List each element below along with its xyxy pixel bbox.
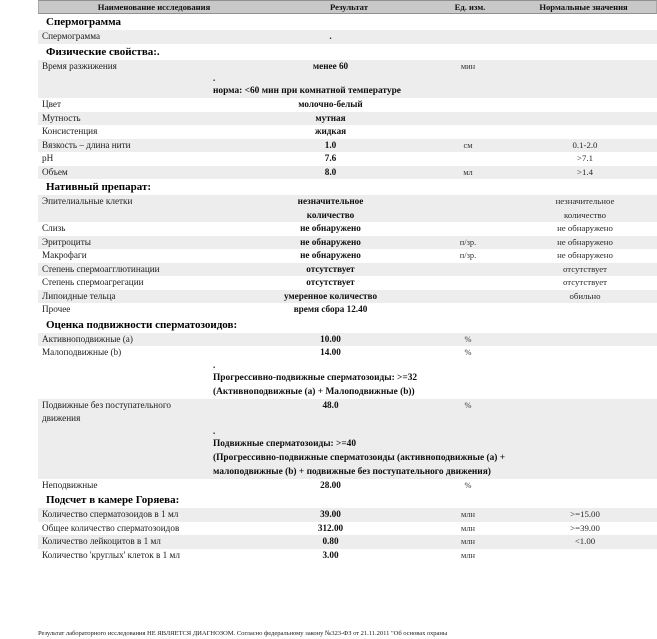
row-norm: >1.4 <box>577 166 593 177</box>
table-row-lipid-bodies <box>38 290 657 304</box>
row-norm: не обнаружено <box>557 250 613 260</box>
row-label: Количество 'круглых' клеток в 1 мл <box>42 549 180 560</box>
row-unit: % <box>464 480 472 490</box>
row-label: Спермограмма <box>42 31 101 41</box>
row-label: Количество лейкоцитов в 1 мл <box>42 536 161 546</box>
note-line1: Прогрессивно-подвижные сперматозоиды: >=32 <box>213 372 418 383</box>
row-unit: % <box>464 400 472 410</box>
row-label: Липоидные тельца <box>42 290 116 301</box>
note-line1: Подвижные сперматозоиды: >=40 <box>213 438 357 449</box>
row-result: 3.00 <box>322 549 339 560</box>
note-dot: . <box>213 73 216 83</box>
row-result: не обнаружено <box>300 236 361 247</box>
row-result: . <box>329 31 332 41</box>
row-result: 10.00 <box>320 333 341 344</box>
table-row-color <box>38 98 657 112</box>
row-result: 39.00 <box>320 509 341 519</box>
row-label <box>38 399 238 426</box>
table-row-agglutination <box>38 263 657 277</box>
section-title-motility: Оценка подвижности сперматозоидов: <box>38 317 657 333</box>
row-result: 14.00 <box>320 347 341 357</box>
row-result: 48.0 <box>322 399 339 410</box>
row-norm: отсутствует <box>562 277 607 287</box>
row-norm: не обнаружено <box>557 236 613 247</box>
row-result: 28.00 <box>320 479 341 490</box>
row-unit: п/зр. <box>459 237 477 247</box>
table-row-round-cells <box>38 549 657 563</box>
row-result: 0.80 <box>322 536 339 546</box>
row-label: Мутность <box>42 112 81 123</box>
row-norm: >=15.00 <box>570 509 600 519</box>
row-label: Консистенция <box>42 126 98 136</box>
row-result: молочно-белый <box>298 99 363 109</box>
row-label: Активноподвижные (a) <box>42 333 133 344</box>
row-result-line1: незначительное <box>297 196 364 206</box>
row-result: отсутствует <box>306 263 355 274</box>
row-label: Вязкость – длина нити <box>42 139 131 150</box>
note-line3: малоподвижные (b) + подвижные без поступательного движения) <box>213 466 491 477</box>
table-row <box>38 30 657 44</box>
row-result: мутная <box>315 112 346 123</box>
table-row-epithelial <box>38 195 657 222</box>
row-label: Степень спермоагглютинации <box>42 263 160 274</box>
table-row-leukocytes <box>38 535 657 549</box>
row-label: Общее количество сперматозоидов <box>42 522 180 533</box>
row-unit: мл <box>463 167 473 177</box>
table-row-macrophages <box>38 249 657 263</box>
row-result: не обнаружено <box>300 250 361 260</box>
table-row-turbidity <box>38 112 657 126</box>
row-result: отсутствует <box>306 277 355 287</box>
table-row-active <box>38 333 657 347</box>
row-norm: обильно <box>569 290 601 301</box>
row-label: Объем <box>42 166 68 177</box>
row-label: Неподвижные <box>42 479 98 490</box>
row-result: менее 60 <box>312 60 349 71</box>
row-result: жидкая <box>314 126 347 136</box>
row-norm: не обнаружено <box>557 223 613 233</box>
row-label: Время разжижения <box>42 60 117 71</box>
row-result: время сбора 12.40 <box>293 304 368 314</box>
column-header-result: Результат <box>330 2 368 12</box>
row-result: 312.00 <box>317 522 344 533</box>
section-title-native: Нативный препарат: <box>38 179 657 195</box>
row-label: Цвет <box>42 99 62 109</box>
row-label: Эритроциты <box>42 236 91 247</box>
note-liquefaction <box>38 73 657 98</box>
row-unit: млн <box>461 523 475 533</box>
row-result: не обнаружено <box>300 223 361 233</box>
row-result: умеренное количество <box>283 290 378 301</box>
row-norm: <1.00 <box>574 536 596 546</box>
table-row-conc-per-ml <box>38 508 657 522</box>
section-title-chamber: Подсчет в камере Горяева: <box>38 492 657 508</box>
table-row-erythrocytes <box>38 236 657 250</box>
column-header-unit: Ед. изм. <box>454 2 486 12</box>
table-row-immotile <box>38 479 657 493</box>
row-unit: мин <box>460 61 476 71</box>
row-unit: млн <box>461 537 475 546</box>
row-norm: отсутствует <box>562 263 607 274</box>
column-header-name: Наименование исследования <box>97 2 211 12</box>
row-unit: п/зр. <box>459 251 477 260</box>
note-line2: (Активноподвижные (a) + Малоподвижные (b)) <box>213 386 415 397</box>
section-title-physical: Физические свойства:. <box>38 44 657 60</box>
row-label: Количество сперматозоидов в 1 мл <box>42 509 179 519</box>
row-result-line2: количество <box>306 209 355 220</box>
note-progressive <box>38 360 657 399</box>
row-unit: млн <box>461 510 475 519</box>
table-row-volume <box>38 166 657 180</box>
row-norm: 0.1-2.0 <box>572 139 598 150</box>
table-row-viscosity <box>38 139 657 153</box>
disclaimer-text: Результат лабораторного исследования НЕ ЯВЛЯЕТСЯ ДИАГНОЗОМ. Согласно федеральному закону №323-ФЗ от 21.11.2011 "Об основах охраны <box>38 630 448 637</box>
table-row-consistency <box>38 125 657 139</box>
row-unit: см <box>463 140 473 150</box>
table-row-mucus <box>38 222 657 236</box>
row-label: Малоподвижные (b) <box>42 347 122 357</box>
row-norm: >=39.00 <box>570 522 600 533</box>
table-row-aggregation <box>38 276 657 290</box>
row-norm: >7.1 <box>577 153 593 163</box>
table-row-other <box>38 303 657 317</box>
note-line2: (Прогрессивно-подвижные сперматозоиды (активноподвижные (a) + <box>213 452 506 463</box>
row-norm-line2: количество <box>564 209 606 220</box>
row-result <box>238 195 423 222</box>
row-label: pH <box>42 153 54 163</box>
row-unit: % <box>464 348 472 357</box>
column-header-norm: Нормальные значения <box>539 2 628 12</box>
row-label: Слизь <box>42 223 66 233</box>
row-result: 7.6 <box>324 153 337 163</box>
row-norm <box>513 195 657 222</box>
table-row-ph <box>38 152 657 166</box>
table-row-liquefaction <box>38 60 657 74</box>
table-row-slow <box>38 346 657 360</box>
row-label: Степень спермоагрегации <box>42 277 144 287</box>
row-label-line2: движения <box>42 413 81 423</box>
row-norm-line1: незначительное <box>555 196 615 206</box>
table-row-total-count <box>38 522 657 536</box>
table-header <box>38 0 657 14</box>
note-dot: . <box>213 359 216 370</box>
row-label: Прочее <box>42 304 71 314</box>
section-title-spermogram: Спермограмма <box>38 14 657 30</box>
row-label: Макрофаги <box>42 250 87 260</box>
row-unit: % <box>464 334 472 344</box>
note-motile <box>38 426 657 479</box>
table-row-nonprogressive <box>38 399 657 426</box>
row-result: 1.0 <box>324 139 337 150</box>
row-label-line1: Подвижные без поступательного <box>42 399 171 410</box>
row-unit: млн <box>461 550 475 560</box>
row-label: Эпителиальные клетки <box>42 196 133 206</box>
note-dot: . <box>213 425 216 436</box>
note-norm-text: норма: <60 мин при комнатной температуре <box>213 86 401 96</box>
row-result: 8.0 <box>324 166 337 177</box>
